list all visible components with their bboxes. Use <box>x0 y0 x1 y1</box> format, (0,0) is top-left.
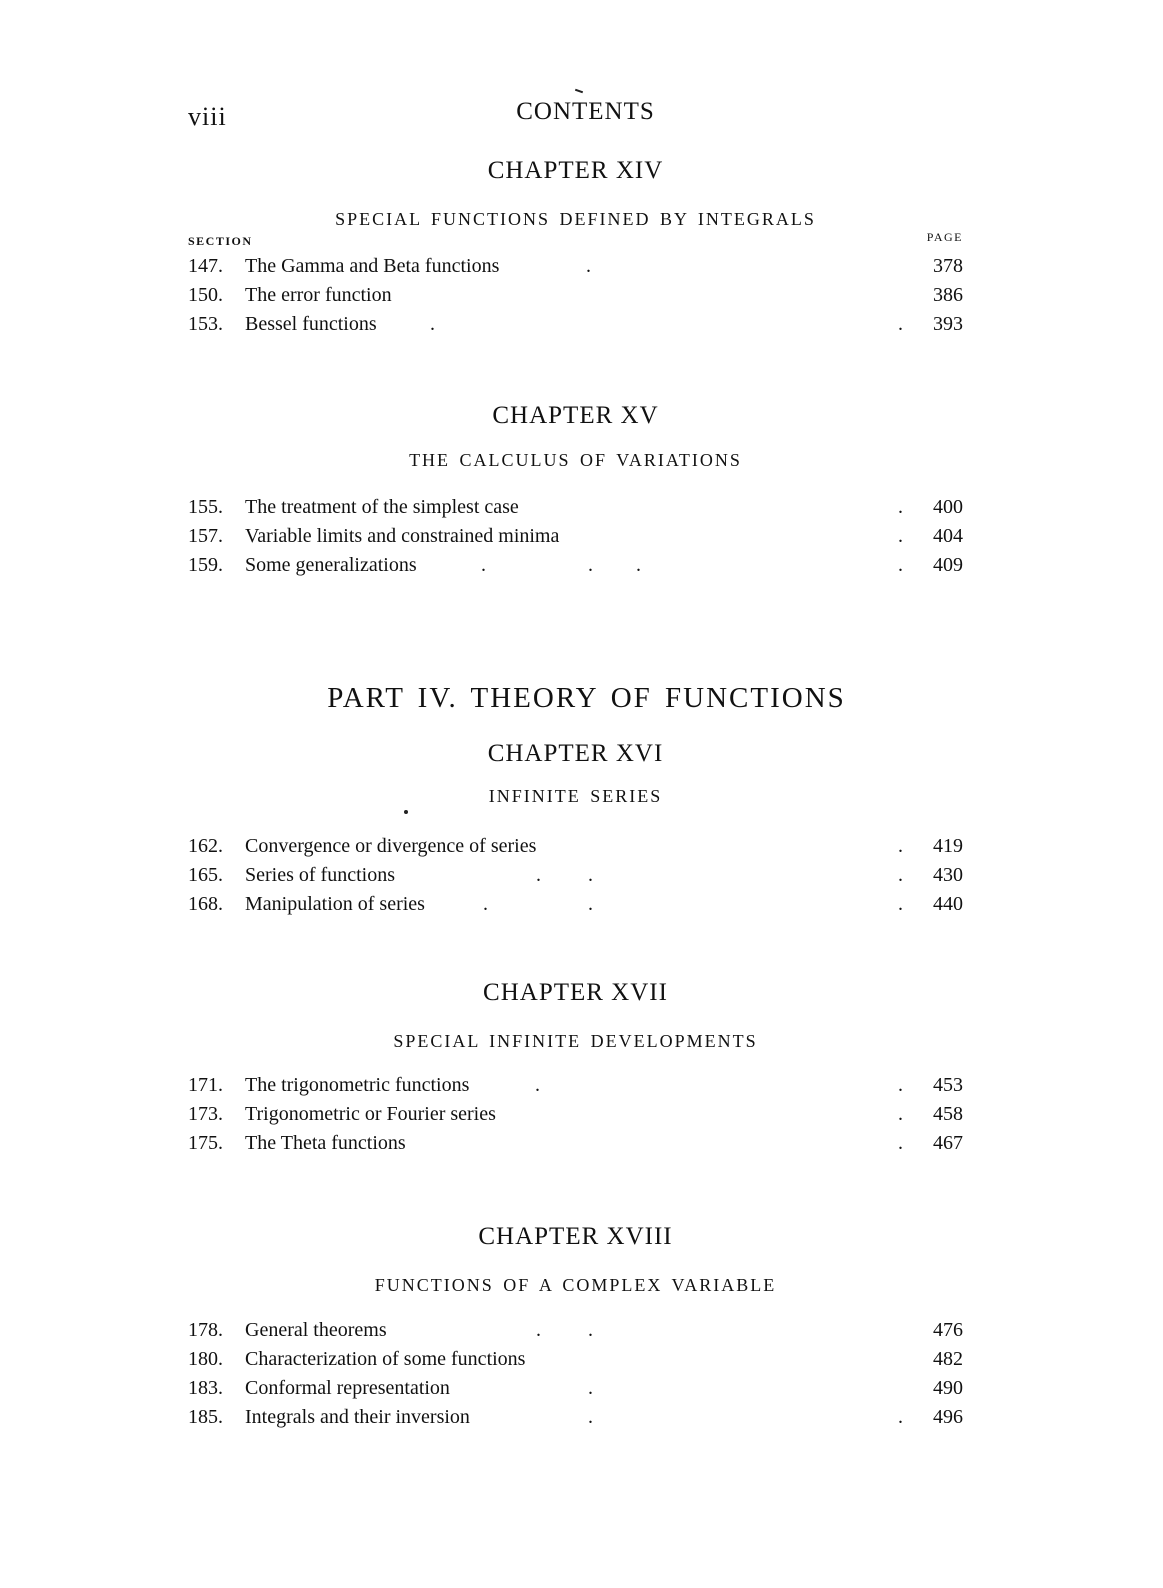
column-labels <box>188 230 963 252</box>
entry-title: The treatment of the simplest case <box>245 496 519 518</box>
toc-entry <box>188 522 963 551</box>
entry-list <box>188 493 963 580</box>
entry-title: Series of functions <box>245 864 395 886</box>
page-number: 440 <box>933 893 963 915</box>
leader-dots: . . . . <box>481 554 903 576</box>
entry-list <box>188 1316 963 1432</box>
entry-title: Convergence or divergence of series <box>245 835 537 857</box>
leader-dots: . <box>898 525 903 547</box>
print-mark <box>575 89 583 94</box>
page-number: 400 <box>933 496 963 518</box>
leader-dots: . <box>898 1103 903 1125</box>
leader-dots: . <box>898 835 903 857</box>
page-number: 430 <box>933 864 963 886</box>
toc-entry <box>188 1071 963 1100</box>
page-number: 419 <box>933 835 963 857</box>
page-number: 482 <box>933 1348 963 1370</box>
page-number: 404 <box>933 525 963 547</box>
entry-title: Bessel functions <box>245 313 377 335</box>
section-number: 171. <box>188 1074 223 1096</box>
leader-dots: . <box>586 255 591 277</box>
entry-title: Some generalizations <box>245 554 417 576</box>
chapter-xv <box>188 397 963 580</box>
entry-title: Integrals and their inversion <box>245 1406 470 1428</box>
chapter-subtitle: SPECIAL INFINITE DEVELOPMENTS <box>393 1031 758 1051</box>
section-number: 162. <box>188 835 223 857</box>
chapter-heading: CHAPTER XVIII <box>478 1223 673 1250</box>
print-mark <box>404 810 408 814</box>
section-number: 153. <box>188 313 223 335</box>
entry-title: Trigonometric or Fourier series <box>245 1103 496 1125</box>
entry-title: Manipulation of series <box>245 893 425 915</box>
page-number: 409 <box>933 554 963 576</box>
section-number: 185. <box>188 1406 223 1428</box>
toc-entry <box>188 832 963 861</box>
leader-dots: . . <box>588 1406 903 1428</box>
section-number: 157. <box>188 525 223 547</box>
chapter-subtitle: SPECIAL FUNCTIONS DEFINED BY INTEGRALS <box>335 209 816 229</box>
leader-dots: . . <box>430 313 903 335</box>
section-number: 165. <box>188 864 223 886</box>
page-number: 378 <box>933 255 963 277</box>
entry-list <box>188 832 963 919</box>
page-number: 490 <box>933 1377 963 1399</box>
leader-dots: . <box>898 496 903 518</box>
chapter-heading: CHAPTER XVII <box>483 979 668 1006</box>
entry-title: Variable limits and constrained minima <box>245 525 560 547</box>
leader-dots: . <box>898 1132 903 1154</box>
entry-title: The error function <box>245 284 392 306</box>
entry-list <box>188 1071 963 1158</box>
toc-entry <box>188 1129 963 1158</box>
page-number: 393 <box>933 313 963 335</box>
section-number: 173. <box>188 1103 223 1125</box>
toc-entry <box>188 310 963 339</box>
chapter-heading: CHAPTER XVI <box>487 740 664 767</box>
toc-entry <box>188 281 963 310</box>
leader-dots: . . <box>536 1319 593 1341</box>
entry-title: Characterization of some functions <box>245 1348 526 1370</box>
section-number: 180. <box>188 1348 223 1370</box>
section-number: 155. <box>188 496 223 518</box>
entry-list <box>188 252 963 339</box>
part-title: PART IV. THEORY OF FUNCTIONS <box>327 682 846 714</box>
toc-entry <box>188 890 963 919</box>
page-number: 458 <box>933 1103 963 1125</box>
toc-entry <box>188 551 963 580</box>
section-number: 183. <box>188 1377 223 1399</box>
page-number: 453 <box>933 1074 963 1096</box>
page-number: 476 <box>933 1319 963 1341</box>
toc-entry <box>188 1100 963 1129</box>
page-number: 496 <box>933 1406 963 1428</box>
running-title: CONTENTS <box>516 98 655 125</box>
chapter-subtitle: FUNCTIONS OF A COMPLEX VARIABLE <box>374 1275 777 1295</box>
chapter-xvi <box>188 735 963 919</box>
chapter-subtitle: THE CALCULUS OF VARIATIONS <box>409 450 742 470</box>
section-column-label: SECTION <box>188 234 253 248</box>
section-number: 159. <box>188 554 223 576</box>
toc-entry <box>188 1316 963 1345</box>
section-number: 175. <box>188 1132 223 1154</box>
chapter-heading: CHAPTER XV <box>492 402 659 429</box>
toc-entry <box>188 1403 963 1432</box>
toc-entry <box>188 1345 963 1374</box>
page-folio: viii <box>188 102 227 131</box>
leader-dots: . . . <box>483 893 903 915</box>
leader-dots: . . <box>535 1074 903 1096</box>
toc-entry <box>188 861 963 890</box>
chapter-xiv <box>188 152 963 339</box>
chapter-xviii <box>188 1218 963 1432</box>
section-number: 147. <box>188 255 223 277</box>
running-head <box>188 98 963 138</box>
section-number: 150. <box>188 284 223 306</box>
toc-entry <box>188 1374 963 1403</box>
leader-dots: . <box>588 1377 593 1399</box>
chapter-xvii <box>188 974 963 1158</box>
leader-dots: . . . <box>536 864 903 886</box>
entry-title: Conformal representation <box>245 1377 450 1399</box>
page-number: 386 <box>933 284 963 306</box>
chapter-heading: CHAPTER XIV <box>487 157 664 184</box>
page-number: 467 <box>933 1132 963 1154</box>
toc-entry <box>188 252 963 281</box>
section-number: 178. <box>188 1319 223 1341</box>
entry-title: General theorems <box>245 1319 387 1341</box>
entry-title: The trigonometric functions <box>245 1074 470 1096</box>
entry-title: The Theta functions <box>245 1132 406 1154</box>
section-number: 168. <box>188 893 223 915</box>
chapter-subtitle: INFINITE SERIES <box>488 786 663 806</box>
page-column-label: PAGE <box>926 230 963 244</box>
toc-entry <box>188 493 963 522</box>
entry-title: The Gamma and Beta functions <box>245 255 500 277</box>
